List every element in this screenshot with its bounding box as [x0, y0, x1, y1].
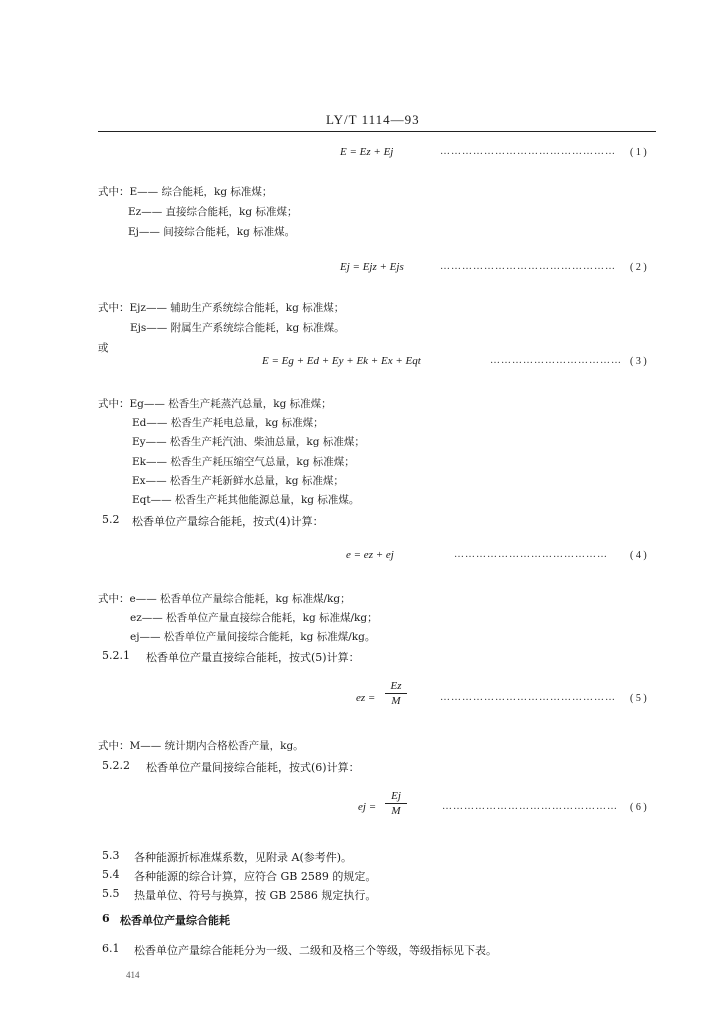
or-word: 或: [98, 342, 109, 354]
where-1-line-2: Ez—— 直接综合能耗，kg 标准煤；: [128, 206, 298, 218]
section-5-2-2-number: 5.2.2: [102, 759, 130, 772]
equation-1: E = Ez + Ej: [340, 146, 394, 158]
where-5-line: 式中：M—— 统计期内合格松香产量，kg。: [98, 740, 304, 752]
where-4-line-2: ez—— 松香单位产量直接综合能耗，kg 标准煤/kg；: [130, 612, 378, 624]
equation-6-leader: …………………………………………: [442, 801, 618, 812]
section-5-2-1-text: 松香单位产量直接综合能耗，按式(5)计算：: [146, 651, 360, 664]
equation-1-number: ( 1 ): [630, 147, 647, 158]
section-6-number: 6: [102, 912, 110, 925]
equation-2-leader: …………………………………………: [440, 261, 616, 272]
equation-3-leader: ………………………………: [490, 355, 622, 366]
section-6-heading: 松香单位产量综合能耗: [120, 914, 230, 927]
equation-6-fraction: [385, 790, 407, 817]
where-4-line-1: 式中：e—— 松香单位产量综合能耗，kg 标准煤/kg；: [98, 593, 351, 605]
equation-5-leader: …………………………………………: [440, 692, 616, 703]
equation-4-leader: ……………………………………: [454, 549, 608, 560]
where-3-line-5: Ex—— 松香生产耗新鲜水总量，kg 标准煤；: [132, 475, 344, 487]
where-2-line-2: Ejs—— 附属生产系统综合能耗，kg 标准煤。: [130, 322, 345, 334]
section-5-3-number: 5.3: [102, 849, 120, 862]
equation-5-denominator: M: [391, 695, 401, 707]
equation-6-denominator: M: [391, 805, 401, 817]
section-5-5-text: 热量单位、符号与换算，按 GB 2586 规定执行。: [134, 889, 377, 902]
header-rule: [98, 131, 656, 132]
equation-3: E = Eg + Ed + Ey + Ek + Ex + Eqt: [262, 355, 421, 367]
equation-6-number: ( 6 ): [630, 802, 647, 813]
where-2-line-1: 式中：Ejz—— 辅助生产系统综合能耗，kg 标准煤；: [98, 302, 345, 314]
where-3-line-3: Ey—— 松香生产耗汽油、柴油总量，kg 标准煤；: [132, 436, 365, 448]
equation-5-fraction: [385, 680, 407, 707]
section-5-2-text: 松香单位产量综合能耗，按式(4)计算：: [132, 515, 324, 528]
equation-3-number: ( 3 ): [630, 356, 647, 367]
equation-5-lhs: ez =: [356, 692, 376, 704]
where-1-line-1: 式中：E—— 综合能耗，kg 标准煤；: [98, 186, 273, 198]
section-6-1-number: 6.1: [102, 942, 120, 955]
section-5-2-number: 5.2: [102, 513, 120, 526]
section-5-2-1-number: 5.2.1: [102, 649, 130, 662]
fraction-bar: [385, 693, 407, 694]
page-number: 414: [126, 970, 140, 980]
section-5-2-2-text: 松香单位产量间接综合能耗，按式(6)计算：: [146, 761, 360, 774]
where-4-line-3: ej—— 松香单位产量间接综合能耗，kg 标准煤/kg。: [130, 631, 376, 643]
section-5-5-number: 5.5: [102, 887, 120, 900]
fraction-bar: [385, 803, 407, 804]
equation-5-number: ( 5 ): [630, 693, 647, 704]
equation-2: Ej = Ejz + Ejs: [340, 261, 404, 273]
section-5-4-number: 5.4: [102, 868, 120, 881]
section-6-1-text: 松香单位产量综合能耗分为一级、二级和及格三个等级，等级指标见下表。: [134, 944, 497, 957]
equation-5-numerator: Ez: [390, 680, 402, 692]
where-3-line-6: Eqt—— 松香生产耗其他能源总量，kg 标准煤。: [132, 494, 360, 506]
section-5-4-text: 各种能源的综合计算，应符合 GB 2589 的规定。: [134, 870, 377, 883]
where-1-line-3: Ej—— 间接综合能耗，kg 标准煤。: [128, 226, 296, 238]
equation-2-number: ( 2 ): [630, 262, 647, 273]
equation-6-lhs: ej =: [358, 801, 377, 813]
standard-code: LY/T 1114—93: [326, 112, 420, 127]
section-5-3-text: 各种能源折标准煤系数，见附录 A(参考件)。: [134, 851, 353, 864]
equation-4-number: ( 4 ): [630, 550, 647, 561]
where-3-line-4: Ek—— 松香生产耗压缩空气总量，kg 标准煤；: [132, 456, 355, 468]
equation-6-numerator: Ej: [391, 790, 401, 802]
where-3-line-1: 式中：Eg—— 松香生产耗蒸汽总量，kg 标准煤；: [98, 398, 332, 410]
where-3-line-2: Ed—— 松香生产耗电总量，kg 标准煤；: [132, 417, 324, 429]
equation-1-leader: …………………………………………: [440, 146, 616, 157]
equation-4: e = ez + ej: [346, 549, 394, 561]
